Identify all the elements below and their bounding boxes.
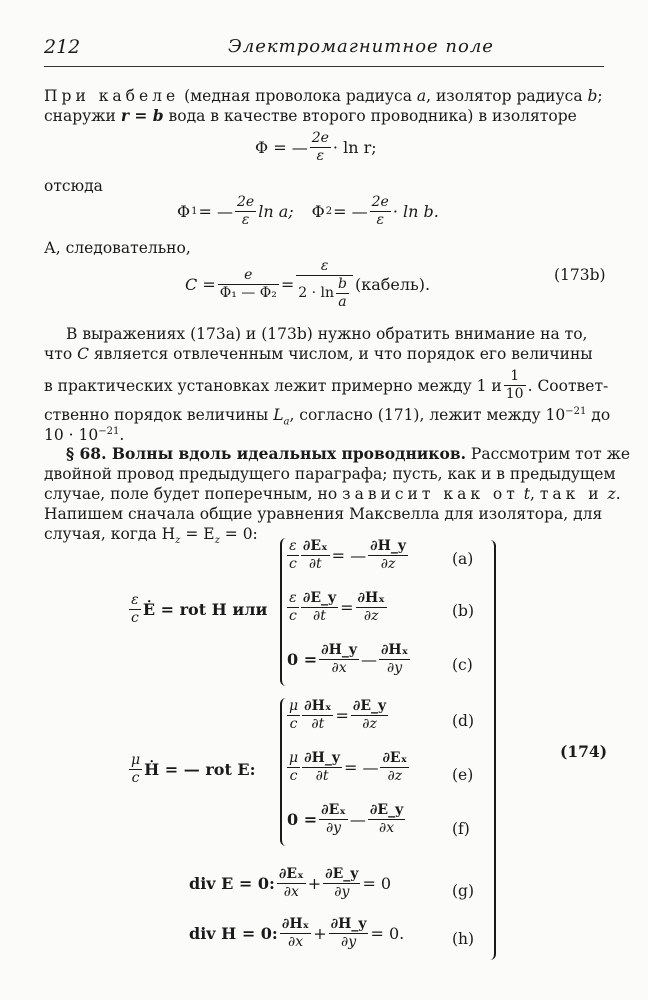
inner-fraction — [336, 276, 349, 311]
fraction — [129, 752, 142, 787]
para2-line4 — [44, 402, 610, 432]
sub: a — [283, 416, 290, 428]
derivative-2 — [323, 866, 360, 901]
eq-label-c: (c) — [452, 656, 473, 674]
derivative-2 — [368, 538, 408, 573]
num: ∂Hₓ — [281, 916, 310, 932]
derivative-2 — [380, 750, 409, 785]
eq-label-f: (f) — [452, 820, 470, 838]
section68-line2: двойной провод предыдущего параграфа; пусть, как и в предыдущем — [44, 465, 616, 483]
derivative-1 — [319, 802, 348, 837]
den: ∂x — [379, 820, 395, 836]
num: ∂H_y — [304, 750, 340, 766]
den: c — [289, 556, 297, 572]
var-a: a — [416, 87, 427, 105]
text: 10 · 10 — [44, 426, 99, 445]
text: Рассмотрим тот же — [466, 445, 630, 463]
den: ∂z — [387, 768, 403, 784]
fraction — [129, 592, 141, 627]
phi1: Φ — [177, 202, 191, 221]
eq-label-h: (h) — [452, 930, 475, 948]
den: c — [131, 770, 140, 786]
section68-line5 — [44, 524, 258, 551]
num: 2e — [237, 194, 255, 210]
den: ∂x — [283, 884, 299, 900]
operator: = — — [343, 758, 379, 777]
num: ε — [129, 592, 141, 610]
eq-label-b: (b) — [452, 602, 475, 620]
num: ∂H_y — [370, 538, 406, 554]
text: до — [586, 406, 611, 425]
ln: 2 · ln — [298, 285, 334, 301]
para1-line2 — [44, 106, 577, 126]
otsyuda: отсюда — [44, 177, 103, 195]
eq-phi12 — [176, 194, 440, 229]
num: ∂E_y — [352, 698, 387, 714]
system-right-brace — [488, 540, 496, 960]
equation-f — [286, 802, 406, 837]
den: ∂y — [325, 820, 342, 836]
sub: z — [214, 535, 220, 547]
derivative-2 — [351, 698, 388, 733]
text: что — [44, 345, 78, 363]
text: случая, когда H — [44, 525, 176, 543]
para2-line2 — [44, 344, 593, 364]
rhs: · ln b. — [392, 202, 439, 221]
operator: + — [307, 874, 322, 893]
text: (медная проволока радиуса — [179, 87, 417, 105]
equation-h — [188, 916, 405, 951]
num: ∂Eₓ — [382, 750, 408, 766]
eq-label-174: (174) — [560, 742, 608, 761]
den: c — [131, 610, 139, 626]
eq-C — [184, 258, 431, 311]
text: является отвлеченным числом, и что порядок его величины — [88, 345, 593, 363]
prefix: 0 = — [287, 810, 318, 829]
coef-fraction — [287, 750, 300, 785]
equation-b — [286, 590, 388, 625]
derivative-2 — [356, 590, 387, 625]
den: Φ₁ — Φ₂ — [219, 285, 277, 301]
num: ∂H_y — [321, 642, 357, 658]
fraction — [235, 194, 256, 229]
coef-fraction — [287, 538, 299, 573]
r-eq-b: r = b — [120, 106, 164, 125]
den: 10 — [505, 386, 524, 402]
var-z: z — [602, 485, 616, 503]
num: ∂E_y — [369, 802, 404, 818]
den: ε — [316, 148, 325, 164]
exp: −21 — [565, 406, 587, 417]
num: ∂Hₓ — [304, 698, 332, 714]
section68-line3 — [44, 484, 621, 504]
equation-e — [286, 750, 410, 785]
equation-g — [188, 866, 392, 901]
rhs: ln a; — [258, 202, 294, 221]
consequently: А, следовательно, — [44, 239, 191, 257]
fraction — [310, 130, 331, 165]
den: ε — [241, 212, 250, 228]
den — [296, 276, 353, 311]
exp: −21 — [98, 426, 120, 437]
num: e — [218, 267, 279, 285]
operator: — — [360, 650, 377, 669]
operator: = — [340, 598, 354, 617]
den: a — [338, 294, 347, 310]
num: 2e — [311, 130, 329, 146]
fraction — [218, 267, 279, 302]
num: μ — [131, 752, 141, 768]
running-title: Электромагнитное поле — [228, 36, 494, 57]
spaced: так и — [539, 485, 603, 503]
den: ∂x — [287, 934, 304, 950]
var-b: b — [587, 87, 598, 105]
num: μ — [289, 750, 299, 766]
fraction — [296, 258, 353, 311]
rotH-lhs — [128, 592, 268, 627]
section68-line4: Напишем сначала общие уравнения Максвелла для изолятора, для — [44, 505, 603, 523]
eq-label-d: (d) — [452, 712, 475, 730]
operator: = — [335, 706, 349, 725]
num: ε — [287, 538, 299, 556]
derivative-1 — [301, 590, 338, 625]
num: ε — [296, 258, 353, 276]
num: b — [338, 276, 347, 292]
num: ∂Hₓ — [380, 642, 409, 658]
derivative-1 — [302, 750, 342, 785]
den: ε — [376, 212, 384, 228]
para2-line1: В выражениях (173a) и (173b) нужно обратить внимание на то, — [66, 325, 588, 343]
para2-line5 — [44, 422, 124, 445]
postfix: = 0 — [362, 874, 392, 893]
eq: = — [280, 275, 295, 294]
num: ∂H_y — [330, 916, 367, 932]
den: ∂y — [387, 660, 403, 676]
header-rule — [44, 66, 604, 67]
text: снаружи — [44, 107, 121, 125]
var-C: C — [77, 345, 89, 363]
text: , изолятор радиуса — [426, 87, 588, 105]
sub: z — [175, 535, 181, 547]
eq: = — — [333, 202, 368, 221]
num: μ — [289, 698, 299, 714]
eq-label-173b: (173b) — [554, 266, 606, 284]
den: ∂t — [313, 608, 326, 624]
operator: + — [313, 924, 327, 943]
prefix: 0 = — [287, 650, 318, 669]
sub: 1 — [191, 206, 198, 217]
den: ∂z — [363, 608, 379, 624]
num: 2e — [371, 194, 389, 210]
den: ∂y — [340, 934, 357, 950]
var-t: t — [518, 485, 530, 503]
num: ∂Eₓ — [321, 802, 346, 818]
derivative-2 — [379, 642, 410, 677]
den: ∂t — [311, 716, 325, 732]
derivative-1 — [301, 538, 330, 573]
equation-a — [286, 538, 409, 573]
den: ∂z — [380, 556, 396, 572]
postfix: = 0. — [370, 924, 405, 943]
fraction — [370, 194, 391, 229]
section-title: § 68. Волны вдоль идеальных проводников. — [66, 444, 466, 463]
text: ; — [597, 87, 603, 105]
derivative-1 — [277, 866, 306, 901]
text: вода в качестве второго проводника) в изоляторе — [163, 107, 577, 125]
rhs: · ln r; — [332, 138, 377, 157]
lhs: C = — [185, 275, 216, 294]
equation-d — [286, 698, 389, 733]
operator: = — — [331, 546, 367, 565]
den: ∂x — [331, 660, 347, 676]
den: ∂t — [315, 768, 329, 784]
spaced-lead: При кабеле — [44, 87, 180, 105]
fraction — [504, 368, 526, 403]
page-number: 212 — [44, 36, 81, 58]
num: ∂Eₓ — [278, 866, 304, 882]
text: = 0: — [219, 525, 258, 543]
text: , согласно (171), лежит между 10 — [289, 406, 566, 425]
num: ∂Eₓ — [302, 538, 328, 554]
text: . — [119, 426, 125, 445]
coef-fraction — [287, 698, 300, 733]
phi2: Φ — [311, 202, 325, 221]
section68-line1 — [66, 444, 630, 464]
num: ∂E_y — [302, 590, 337, 606]
equation-c — [286, 642, 411, 677]
prefix: div H = 0: — [189, 924, 278, 943]
eq: = — — [198, 202, 233, 221]
derivative-2 — [329, 916, 369, 951]
derivative-1 — [280, 916, 311, 951]
den: ∂z — [362, 716, 377, 732]
coef-fraction — [287, 590, 299, 625]
derivative-2 — [368, 802, 405, 837]
num: ε — [287, 590, 299, 608]
lhs: Ḣ = — rot E: — [144, 760, 256, 779]
lhs: Ė = rot H или — [142, 600, 268, 619]
operator: — — [349, 810, 366, 829]
eq-phi — [254, 130, 378, 165]
den: c — [289, 716, 298, 732]
num: ∂E_y — [325, 866, 359, 882]
text: ственно порядок величины — [44, 406, 274, 425]
eq-label-a: (a) — [452, 550, 474, 568]
derivative-1 — [319, 642, 359, 677]
prefix: div E = 0: — [189, 874, 275, 893]
den: c — [289, 608, 297, 624]
den: c — [289, 768, 298, 784]
num: 1 — [504, 368, 526, 386]
den: ∂t — [308, 556, 322, 572]
text: . Соответ- — [527, 376, 609, 395]
text: . — [615, 485, 621, 503]
text: = E — [180, 525, 215, 543]
sub: 2 — [325, 206, 333, 217]
para1-line1 — [44, 86, 603, 106]
var-L: L — [273, 406, 284, 425]
lhs: Φ = — — [255, 138, 308, 157]
text: , — [530, 485, 540, 503]
derivative-1 — [302, 698, 333, 733]
text: в практических установках лежит примерно между 1 и — [44, 376, 502, 395]
eq-label-g: (g) — [452, 882, 475, 900]
spaced: зависит как от — [342, 485, 519, 503]
eq-label-e: (e) — [452, 766, 474, 784]
para2-line3 — [44, 368, 608, 403]
note: (кабель). — [354, 275, 431, 294]
text: случае, поле будет поперечным, но — [44, 485, 343, 503]
den: ∂y — [334, 884, 350, 900]
num: ∂Hₓ — [357, 590, 385, 606]
rotE-lhs — [128, 752, 257, 787]
